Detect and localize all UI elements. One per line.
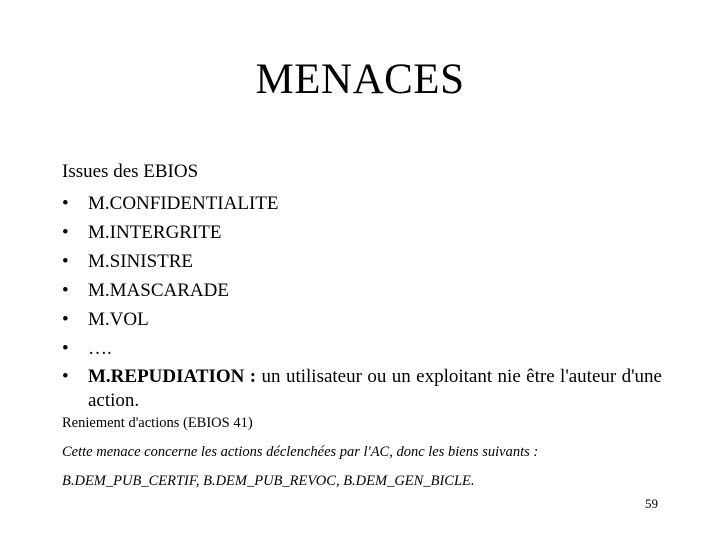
list-item-text: …. [88, 338, 112, 359]
note-reniement: Reniement d'actions (EBIOS 41) [62, 415, 253, 431]
note-biens: B.DEM_PUB_CERTIF, B.DEM_PUB_REVOC, B.DEM_GEN_BICLE. [62, 473, 475, 489]
list-item [62, 305, 662, 334]
repudiation-description: un utilisateur ou un exploitant nie être l'auteur d'une action. [88, 366, 662, 411]
list-item-text: M.MASCARADE [88, 280, 229, 301]
note-menace: Cette menace concerne les actions déclenchées par l'AC, donc les biens suivants : [62, 444, 539, 460]
repudiation-lead: M.REPUDIATION : [88, 366, 257, 387]
bullet-icon: • [62, 338, 69, 359]
list-item-text [88, 365, 662, 413]
list-item-repudiation [62, 365, 662, 413]
threat-list [62, 189, 662, 413]
list-item-text: M.INTERGRITE [88, 222, 222, 243]
intro-text: Issues des EBIOS [62, 161, 199, 182]
list-item [62, 334, 662, 363]
list-item-text: M.CONFIDENTIALITE [88, 193, 279, 214]
bullet-icon: • [62, 280, 69, 301]
bullet-icon: • [62, 222, 69, 243]
list-item-text: M.SINISTRE [88, 251, 194, 272]
page-number: 59 [645, 496, 658, 511]
bullet-icon: • [62, 309, 69, 330]
bullet-icon: • [62, 193, 69, 214]
list-item-text: M.VOL [88, 309, 149, 330]
list-item [62, 247, 662, 276]
slide-title: MENACES [255, 56, 465, 103]
list-item [62, 218, 662, 247]
list-item [62, 189, 662, 218]
bullet-icon: • [62, 366, 69, 387]
list-item [62, 276, 662, 305]
bullet-icon: • [62, 251, 69, 272]
